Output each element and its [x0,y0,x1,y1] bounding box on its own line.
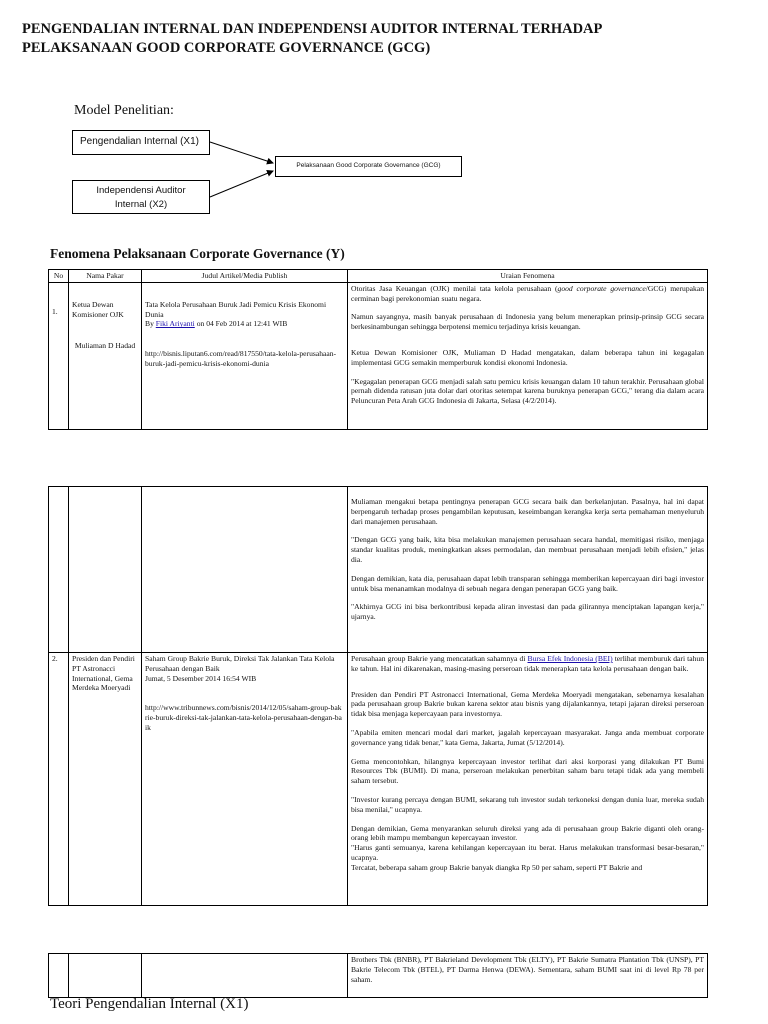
row1-p1a: Otoritas Jasa Keuangan (OJK) menilai tata kelola perusahaan ( [351,283,558,293]
row1-pakar-2: Muliaman D Hadad [74,341,136,351]
row2-no [49,653,69,906]
model-box-x1: Pengendalian Internal (X1) [72,130,210,155]
row1-no-text: 1. [52,306,58,316]
header-judul: Judul Artikel/Media Publish [142,270,348,283]
cont1-pakar [69,487,142,653]
row1-byline [145,319,344,329]
arrow-x1-to-y [210,142,273,163]
bei-link[interactable]: Bursa Efek Indonesia (BEI) [527,654,613,663]
row2-para-4: Gema mencontohkan, hilangnya kepercayaan investor terlihat dari aksi korporasi yang dilakukan PT Bumi Resources Tbk (BUMI). Di mana, perseroan melakukan penerbitan saham baru tetapi tidak ada yang membeli saham tersebut. [351,756,704,786]
table-row [49,653,708,906]
row1-para-3: Ketua Dewan Komisioner OJK, Muliaman D Hadad mengatakan, dalam beberapa tahun ini kegagalan implementasi GCG semakin memperburuk kondisi ekonomi Indonesia. [351,347,704,367]
row2-judul [142,653,348,906]
row1-by-suffix: on 04 Feb 2014 at 12:41 WIB [194,319,288,329]
row2-judul-title: Saham Group Bakrie Buruk, Direksi Tak Jalankan Tata Kelola Perusahaan dengan Baik [145,654,335,673]
row1-para-2: Namun sayangnya, masih banyak perusahaan di Indonesia yang belum menerapkan prinsip-prinsip GCG secara berkesinambungan sehingga berpotensi memicu terjadinya krisis keuangan. [351,312,704,332]
row2-date: Jumat, 5 Desember 2014 16:54 WIB [145,673,257,683]
row1-author-link[interactable]: Fiki Ariyanti [155,319,195,329]
cont2-pakar [69,954,142,998]
row2-para-3: "Apabila emiten mencari modal dari market, jagalah kepercayaan masyarakat. Janga anda membuat corporate governance yang tidak benar," kata Gema, Jakarta, Jumat (5/12/2014). [351,727,704,747]
row1-uraian [348,282,708,429]
header-pakar: Nama Pakar [69,270,142,283]
row2-para-5: "Investor kurang percaya dengan BUMI, sekarang tuh investor sudah terkoneksi dengan dunia luar, mereka sudah bisa menilai," ucapnya. [351,794,704,814]
row2-p1a: Perusahaan group Bakrie yang mencatatkan sahamnya di [351,654,528,663]
title-line-2: PELAKSANAAN GOOD CORPORATE GOVERNANCE (GCG) [22,40,431,56]
section-title: Fenomena Pelaksanaan Corporate Governance (Y) [50,246,345,261]
row2-no-text: 2. [52,654,58,663]
table-row [49,954,708,998]
row2-para-6a: Dengan demikian, Gema menyarankan seluruh direksi yang ada di perusahaan group Bakrie diganti oleh orang-orang lebih mampu membangun kepercayaan investor. [351,823,704,843]
model-box-y: Pelaksanaan Good Corporate Governance (GCG) [275,156,462,177]
row1-para-4: "Kegagalan penerapan GCG menjadi salah satu pemicu krisis keuangan dalam 10 tahun terakhir. Perusahaan global pernah didenda ratusan juta dolar dari otoritas setempat karena buruknya penerapan GCG," terang dia dalam acara Peluncuran Peta Arah GCG Indonesia di Jakarta, Selasa (4/2/2014). [351,376,704,406]
cont2-judul [142,954,348,998]
header-no: No [49,270,69,283]
table-header-row [49,270,708,283]
cont1-no [49,487,69,653]
cont2-no [49,954,69,998]
row1-url: http://bisnis.liputan6.com/read/817550/tata-kelola-perusahaan-buruk-jadi-pemicu-krisis-ekonomi-dunia [145,349,337,368]
row2-para-1 [351,654,704,674]
cont1-uraian [348,487,708,653]
row2-para-6b: "Harus ganti semuanya, karena kehilangan kepercayaan itu berat. Harus melakukan transformasi besar-besaran," ucapnya. [351,843,704,862]
header-uraian: Uraian Fenomena [348,270,708,283]
row1-p1b: /GCG) merupakan cerminan bagi perekonomian suatu negara. [351,283,704,303]
row2-p1b: terlihat memburuk dari tahun ke tahun. Hal ini dikarenakan, masing-masing perseroan tidak menerapkan tata kelola perusahaan dengan baik. [351,654,705,673]
row2-url: http://www.tribunnews.com/bisnis/2014/12/05/saham-group-bakrie-buruk-direksi-tak-jalankan-tata-kelola-perusahaan-dengan-baik [145,703,342,732]
row2-pakar: Presiden dan Pendiri PT Astronacci International, Gema Merdeka Moeryadi [69,653,142,906]
model-box-x2-line2: Internal (X2) [114,199,168,210]
cont1-para-2: "Dengan GCG yang baik, kita bisa melakukan manajemen perusahaan secara handal, memitigasi risiko, menjaga standar kualitas produk, meningkatkan akses permodalan, dan membuat perusahaan menjadi lebih efisien," jelas dia. [351,535,704,564]
cont1-para-4: "Akhirnya GCG ini bisa berkontribusi kepada aliran investasi dan pada gilirannya menciptakan lapangan kerja," ujarnya. [351,602,704,622]
title-line-1: PENGENDALIAN INTERNAL DAN INDEPENDENSI AUDITOR INTERNAL TERHADAP [22,21,603,37]
model-box-x2-line1: Independensi Auditor [96,185,186,196]
phenomena-table-1 [48,269,708,430]
row1-no [49,282,69,429]
phenomena-table-3 [48,953,708,998]
row1-by-prefix: By [145,319,156,329]
footer-heading: Teori Pengendalian Internal (X1) [50,996,249,1012]
table-row [49,487,708,653]
row2-uraian [348,653,708,906]
cont2-para-1: Brothers Tbk (BNBR), PT Bakrieland Development Tbk (ELTY), PT Bakrie Sumatra Plantation Tbk (UNSP), PT Bakrie Telecom Tbk (BTEL), PT Darma Henwa (DEWA). Sementara, saham BUMI saat ini di level Rp 78 per saham. [351,955,704,984]
row1-judul-title: Tata Kelola Perusahaan Buruk Jadi Pemicu Krisis Ekonomi Dunia [145,299,327,319]
arrow-x2-to-y [210,171,273,197]
model-label: Model Penelitian: [74,103,174,118]
row1-para-1 [351,284,704,304]
phenomena-table-2 [48,486,708,906]
row1-judul [142,282,348,429]
cont1-para-3: Dengan demikian, kata dia, perusahaan dapat lebih transparan sehingga memberikan kepercayaan diri bagi investor untuk bisa menanamkan modalnya di sebuah negara dengan penerapan GCG yang baik. [351,573,704,593]
cont2-uraian [348,954,708,998]
table-row [49,282,708,429]
model-box-x2 [72,180,210,214]
cont1-judul [142,487,348,653]
row1-pakar-1: Ketua Dewan Komisioner OJK [72,299,124,319]
row2-para-6c: Tercatat, beberapa saham group Bakrie banyak diangka Rp 50 per saham, seperti PT Bakrie and [351,862,643,872]
row1-pakar [69,282,142,429]
row2-para-2: Presiden dan Pendiri PT Astronacci International, Gema Merdeka Moeryadi mengatakan, sebenarnya kesalahan pada perusahaan group Bakrie bukan karena sektor atau bisnis yang dijalankannya, tetapi jajaran direksi perseroan tidak bisa menjaga kepercayaan para investornya. [351,689,704,719]
row1-p1-italic: good corporate governance [557,283,646,293]
cont1-para-1: Muliaman mengakui betapa pentingnya penerapan GCG secara baik dan berkelanjutan. Pasalnya, hal ini dapat berpengaruh terhadap proses pengambilan keputusan, keseimbangan kerangka kerja serta pemahaman menyeluruh dari manajemen perusahaan. [351,497,704,526]
